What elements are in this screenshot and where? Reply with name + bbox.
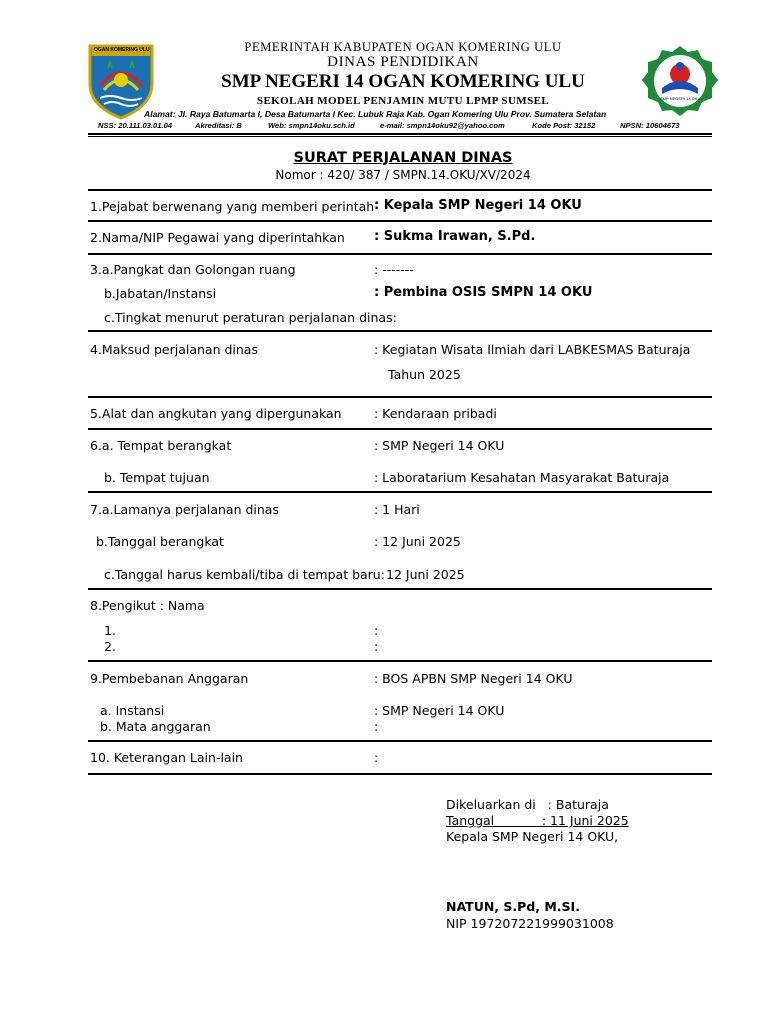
row-5-rule xyxy=(88,428,712,430)
row-6-rule xyxy=(88,491,712,493)
row-3b-label: b.Jabatan/Instansi xyxy=(104,286,217,301)
row-2-rule xyxy=(88,253,712,255)
header-divider-thin xyxy=(88,136,712,137)
header-kodepos: Kode Post: 32152 xyxy=(532,121,596,130)
row-9b-label: b. Mata anggaran xyxy=(100,719,211,734)
row-9-rule xyxy=(88,740,712,742)
row-3a-value: : ------- xyxy=(374,262,414,277)
row-9b-colon: : xyxy=(374,719,379,734)
row-7b-value: : 12 Juni 2025 xyxy=(374,534,461,549)
row-10-rule xyxy=(88,773,712,775)
row-7c-value: 12 Juni 2025 xyxy=(386,567,465,582)
row-1-value: : Kepala SMP Negeri 14 OKU xyxy=(374,198,582,213)
header-akreditasi: Akreditasi: B xyxy=(195,121,242,130)
header-divider-thick xyxy=(88,133,712,135)
header-school-model: SEKOLAH MODEL PENJAMIN MUTU LPMP SUMSEL xyxy=(256,95,550,107)
row-1-rule xyxy=(88,220,712,222)
signer-position: Kepala SMP Negeri 14 OKU, xyxy=(446,829,619,844)
row-4-value-2: Tahun 2025 xyxy=(388,367,461,382)
row-8-item-1-colon: : xyxy=(374,623,379,638)
header-school-name: SMP NEGERI 14 OGAN KOMERING ULU xyxy=(221,71,585,92)
row-4-value-1: : Kegiatan Wisata Ilmiah dari LABKESMAS Baturaja xyxy=(374,342,691,357)
header-nss: NSS: 20.111.03.01.04 xyxy=(98,121,173,130)
row-9-label: 9.Pembebanan Anggaran xyxy=(90,671,249,686)
row-3-rule xyxy=(88,330,712,332)
row-7c-label: c.Tanggal harus kembali/tiba di tempat baru: xyxy=(104,567,385,582)
row-7b-label: b.Tanggal berangkat xyxy=(96,534,224,549)
row-6b-value: : Laboratarium Kesahatan Masyarakat Baturaja xyxy=(374,470,670,485)
header-government: PEMERINTAH KABUPATEN OGAN KOMERING ULU xyxy=(244,40,562,54)
row-3a-label: 3.a.Pangkat dan Golongan ruang xyxy=(90,262,296,277)
row-8-item-1: 1. xyxy=(104,623,116,638)
issued-place: Dikeluarkan di : Baturaja xyxy=(446,797,609,812)
row-4-label: 4.Maksud perjalanan dinas xyxy=(90,342,258,357)
document-number: Nomor : 420/ 387 / SMPN.14.OKU/XV/2024 xyxy=(275,168,531,182)
row-2-label: 2.Nama/NIP Pegawai yang diperintahkan xyxy=(90,230,345,245)
row-6b-label: b. Tempat tujuan xyxy=(104,470,210,485)
row-3b-value: : Pembina OSIS SMPN 14 OKU xyxy=(374,285,593,300)
signer-nip: NIP 197207221999031008 xyxy=(446,916,614,931)
row-9a-value: : SMP Negeri 14 OKU xyxy=(374,703,505,718)
header-department: DINAS PENDIDIKAN xyxy=(327,54,479,70)
row-8-item-2: 2. xyxy=(104,639,116,654)
row-8-rule xyxy=(88,660,712,662)
row-6a-label: 6.a. Tempat berangkat xyxy=(90,438,232,453)
row-7a-value: : 1 Hari xyxy=(374,502,420,517)
regency-emblem-label: OGAN KOMERING ULU xyxy=(94,47,150,53)
row-9-value: : BOS APBN SMP Negeri 14 OKU xyxy=(374,671,573,686)
row-5-value: : Kendaraan pribadi xyxy=(374,406,497,421)
row-3c-label: c.Tingkat menurut peraturan perjalanan dinas: xyxy=(104,310,397,325)
row-9a-label: a. Instansi xyxy=(100,703,165,718)
document-title: SURAT PERJALANAN DINAS xyxy=(293,150,513,166)
row-4-rule xyxy=(88,396,712,398)
row-5-label: 5.Alat dan angkutan yang dipergunakan xyxy=(90,406,342,421)
row-10-colon: : xyxy=(374,750,379,765)
row-10-label: 10. Keterangan Lain-lain xyxy=(90,750,243,765)
row-1-label: 1.Pejabat berwenang yang memberi perintah xyxy=(90,199,375,214)
form-top-rule xyxy=(88,189,712,191)
header-web: Web: smpn14oku.sch.id xyxy=(268,121,355,130)
row-7-rule xyxy=(88,588,712,590)
header-address: Alamat: Jl. Raya Batumarta I, Desa Batumarta I Kec. Lubuk Raja Kab. Ogan Komering Ulu Prov. Sumatera Selatan xyxy=(144,109,607,119)
header-email: e-mail: smpn14oku92@yahoo.com xyxy=(380,121,505,130)
row-8-item-2-colon: : xyxy=(374,639,379,654)
signer-name: NATUN, S.Pd, M.SI. xyxy=(446,899,580,914)
row-2-value: : Sukma Irawan, S.Pd. xyxy=(374,229,536,244)
school-emblem-label: SMP NEGERI 14 OKU xyxy=(660,96,701,101)
row-7a-label: 7.a.Lamanya perjalanan dinas xyxy=(90,502,279,517)
row-6a-value: : SMP Negeri 14 OKU xyxy=(374,438,505,453)
issued-date: Tanggal : 11 Juni 2025 xyxy=(446,813,629,828)
header-npsn: NPSN: 10604673 xyxy=(620,121,680,130)
row-8-label: 8.Pengikut : Nama xyxy=(90,598,205,613)
